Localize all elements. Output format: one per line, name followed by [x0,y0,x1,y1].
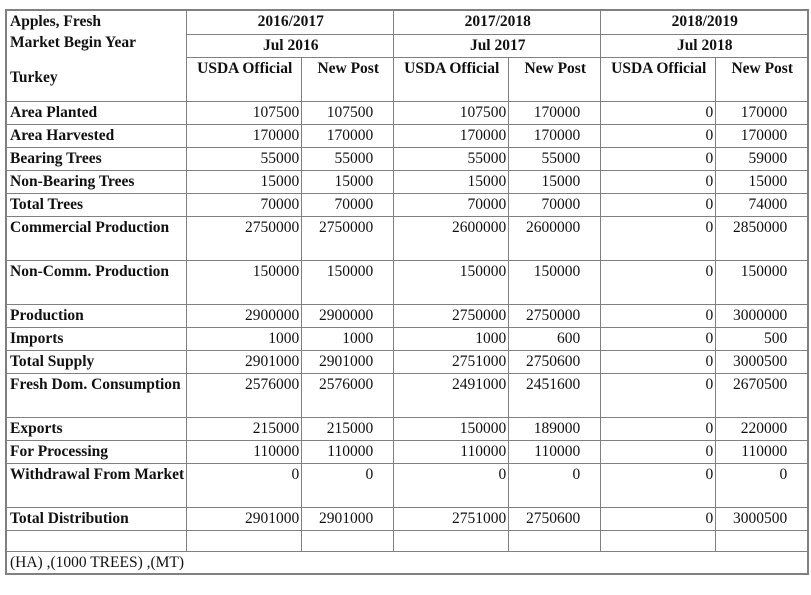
value-cell: 170000 [301,124,393,147]
empty-cell [186,530,301,551]
value-cell: 2901000 [186,350,301,373]
value-cell: 55000 [301,147,393,170]
empty-cell [508,530,600,551]
value-cell: 2750000 [508,304,600,327]
value-cell: 110000 [301,440,393,463]
value-cell: 0 [186,463,301,507]
value-cell: 0 [600,260,715,304]
year-header-2017: 2017/2018 [393,11,600,34]
value-cell: 2901000 [301,350,393,373]
col-new-post-2016: New Post [301,57,393,101]
value-cell: 55000 [508,147,600,170]
value-cell: 107500 [186,101,301,124]
value-cell: 15000 [186,170,301,193]
value-cell: 1000 [301,327,393,350]
table-row [7,216,807,260]
value-cell: 170000 [186,124,301,147]
value-cell: 0 [600,507,715,530]
value-cell: 150000 [186,260,301,304]
value-cell: 0 [508,463,600,507]
value-cell: 0 [715,463,807,507]
value-cell: 110000 [393,440,508,463]
value-cell: 110000 [508,440,600,463]
table-row [7,193,807,216]
units-row [7,551,807,573]
value-cell: 2900000 [301,304,393,327]
value-cell: 500 [715,327,807,350]
value-cell: 600 [508,327,600,350]
row-label: Commercial Production [7,216,186,260]
value-cell: 150000 [301,260,393,304]
value-cell: 55000 [186,147,301,170]
table-row [7,440,807,463]
psd-table-container [5,9,809,575]
col-usda-official-2018: USDA Official [600,57,715,101]
value-cell: 110000 [186,440,301,463]
value-cell: 0 [600,193,715,216]
value-cell: 170000 [715,101,807,124]
value-cell: 2670500 [715,373,807,417]
col-usda-official-2017: USDA Official [393,57,508,101]
value-cell: 2576000 [301,373,393,417]
row-label: Withdrawal From Market [7,463,186,507]
row-label: Total Trees [7,193,186,216]
value-cell: 70000 [508,193,600,216]
value-cell: 107500 [301,101,393,124]
empty-cell [715,530,807,551]
units-note: (HA) ,(1000 TREES) ,(MT) [7,551,807,573]
value-cell: 74000 [715,193,807,216]
value-cell: 15000 [393,170,508,193]
value-cell: 0 [600,304,715,327]
col-usda-official-2016: USDA Official [186,57,301,101]
value-cell: 2850000 [715,216,807,260]
value-cell: 2451600 [508,373,600,417]
value-cell: 15000 [301,170,393,193]
value-cell: 0 [600,216,715,260]
value-cell: 70000 [301,193,393,216]
value-cell: 150000 [715,260,807,304]
row-label: Imports [7,327,186,350]
value-cell: 2750000 [186,216,301,260]
value-cell: 2750000 [301,216,393,260]
row-label: Bearing Trees [7,147,186,170]
table-row [7,147,807,170]
col-new-post-2017: New Post [508,57,600,101]
value-cell: 0 [600,101,715,124]
value-cell: 0 [301,463,393,507]
blank-row [7,530,807,551]
row-label: Area Planted [7,101,186,124]
row-label: Area Harvested [7,124,186,147]
value-cell: 3000000 [715,304,807,327]
begin-month-2016: Jul 2016 [186,34,393,57]
value-cell: 0 [600,350,715,373]
value-cell: 2751000 [393,507,508,530]
empty-cell [393,530,508,551]
value-cell: 2900000 [186,304,301,327]
empty-cell [301,530,393,551]
row-label: Fresh Dom. Consumption [7,373,186,417]
value-cell: 150000 [393,417,508,440]
country-label: Turkey [10,69,58,86]
value-cell: 0 [600,124,715,147]
table-row [7,170,807,193]
value-cell: 70000 [393,193,508,216]
begin-month-2018: Jul 2018 [600,34,807,57]
value-cell: 2600000 [508,216,600,260]
value-cell: 110000 [715,440,807,463]
market-begin-year-label: Market Begin Year [10,34,136,51]
value-cell: 2576000 [186,373,301,417]
row-label: For Processing [7,440,186,463]
table-row [7,101,807,124]
table-row [7,373,807,417]
value-cell: 3000500 [715,507,807,530]
value-cell: 1000 [186,327,301,350]
value-cell: 2750600 [508,350,600,373]
value-cell: 1000 [393,327,508,350]
col-new-post-2018: New Post [715,57,807,101]
value-cell: 0 [600,327,715,350]
table-row [7,507,807,530]
value-cell: 220000 [715,417,807,440]
value-cell: 3000500 [715,350,807,373]
commodity-label: Apples, Fresh [10,13,102,30]
row-label: Total Distribution [7,507,186,530]
apples-psd-table [5,9,809,575]
row-label: Non-Comm. Production [7,260,186,304]
value-cell: 2901000 [186,507,301,530]
value-cell: 215000 [301,417,393,440]
value-cell: 0 [600,440,715,463]
table-row [7,327,807,350]
value-cell: 70000 [186,193,301,216]
value-cell: 15000 [715,170,807,193]
value-cell: 189000 [508,417,600,440]
value-cell: 15000 [508,170,600,193]
value-cell: 0 [393,463,508,507]
value-cell: 170000 [508,101,600,124]
row-label: Production [7,304,186,327]
row-label: Total Supply [7,350,186,373]
empty-cell [7,530,186,551]
table-row [7,304,807,327]
value-cell: 0 [600,170,715,193]
value-cell: 2750000 [393,304,508,327]
value-cell: 2750600 [508,507,600,530]
value-cell: 2751000 [393,350,508,373]
value-cell: 2600000 [393,216,508,260]
value-cell: 0 [600,463,715,507]
row-label: Non-Bearing Trees [7,170,186,193]
table-corner-label [7,11,186,101]
value-cell: 0 [600,417,715,440]
table-row [7,417,807,440]
table-row [7,463,807,507]
value-cell: 59000 [715,147,807,170]
year-header-2018: 2018/2019 [600,11,807,34]
table-row [7,350,807,373]
table-row [7,124,807,147]
value-cell: 170000 [508,124,600,147]
value-cell: 215000 [186,417,301,440]
value-cell: 0 [600,147,715,170]
value-cell: 170000 [715,124,807,147]
value-cell: 107500 [393,101,508,124]
row-label: Exports [7,417,186,440]
value-cell: 55000 [393,147,508,170]
value-cell: 150000 [508,260,600,304]
value-cell: 2901000 [301,507,393,530]
value-cell: 170000 [393,124,508,147]
value-cell: 150000 [393,260,508,304]
value-cell: 0 [600,373,715,417]
year-header-2016: 2016/2017 [186,11,393,34]
empty-cell [600,530,715,551]
value-cell: 2491000 [393,373,508,417]
begin-month-2017: Jul 2017 [393,34,600,57]
table-row [7,260,807,304]
